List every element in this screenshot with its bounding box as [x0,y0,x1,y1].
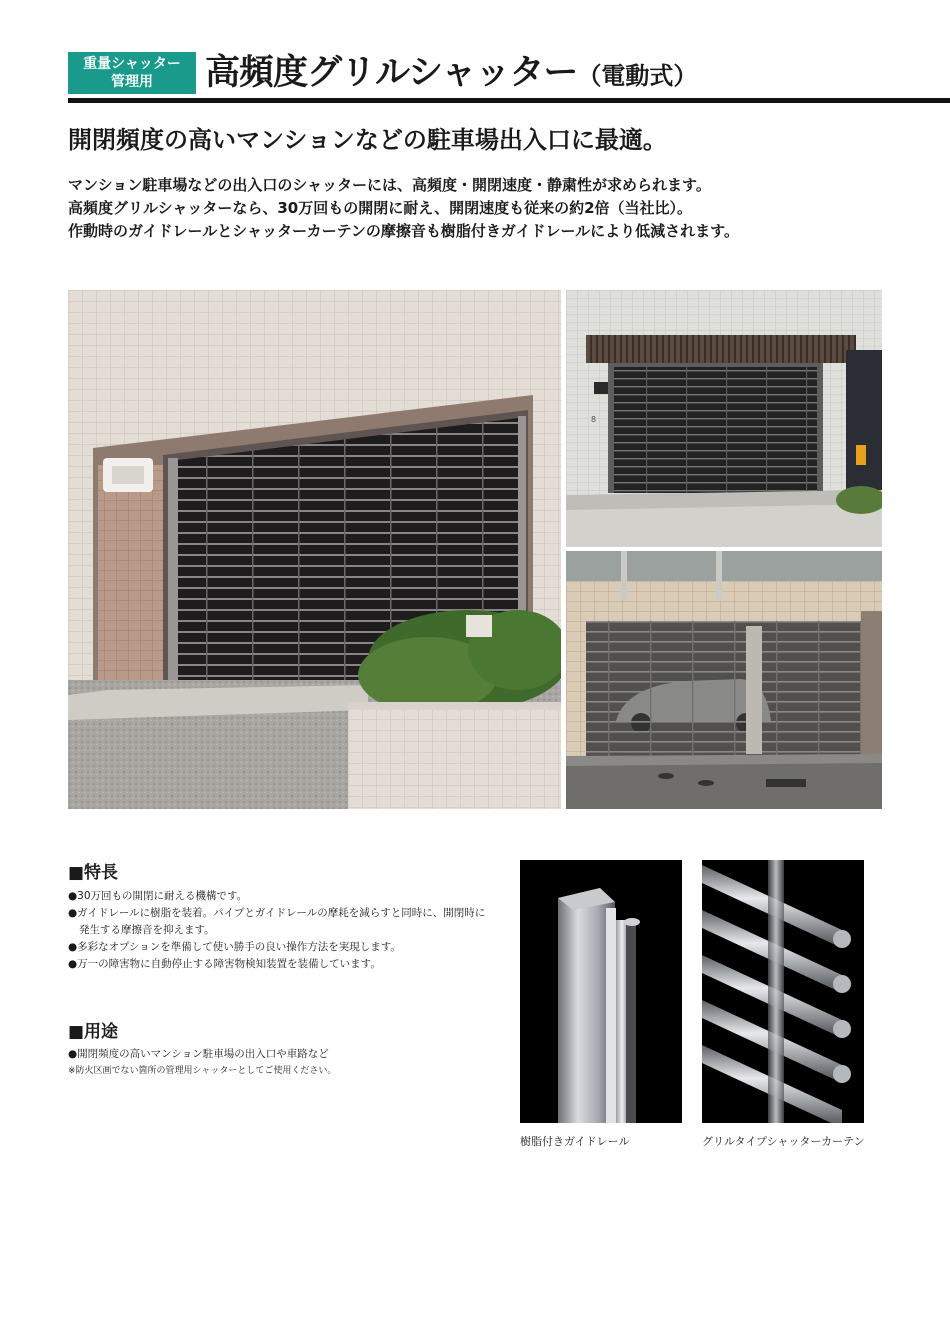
grille-curtain-photo [702,860,864,1123]
intro-line: 作動時のガイドレールとシャッターカーテンの摩擦音も樹脂付きガイドレールにより低減されます。 [68,222,739,240]
headline: 開閉頻度の高いマンションなどの駐車場出入口に最適。 [68,126,667,154]
list-item: ●開閉頻度の高いマンション駐車場の出入口や車路など [68,1048,329,1060]
usage-list [68,1046,336,1080]
list-item: ●多彩なオプションを準備して使い勝手の良い操作方法を実現します。 [68,941,401,953]
features-title: ■特長 [68,863,119,883]
usage-title: ■用途 [68,1022,119,1042]
guide-rail-photo [520,860,682,1123]
entrance-shutter-photo [566,290,882,547]
badge-line-2: 管理用 [111,74,153,90]
list-item: ●30万回もの開閉に耐える機構です。 [68,890,248,902]
main-shutter-photo [68,290,561,809]
title-rule [68,98,950,103]
intro-line: マンション駐車場などの出入口のシャッターには、高頻度・開閉速度・静粛性が求められます。 [68,176,711,194]
intro-line: 高頻度グリルシャッターなら、30万回もの開閉に耐え、開閉速度も従来の約2倍（当社比）。 [68,199,693,217]
list-item: ●ガイドレールに樹脂を装着。パイプとガイドレールの摩耗を減らすと同時に、開閉時に [68,907,486,919]
guide-rail-caption: 樹脂付きガイドレール [520,1135,630,1148]
title-sub: （電動式） [577,62,698,90]
parking-shutter-photo [566,551,882,809]
category-badge [68,52,196,94]
features-list [68,888,485,973]
title-main: 高頻度グリルシャッター [205,53,578,93]
curtain-caption: グリルタイプシャッターカーテン [702,1135,865,1148]
usage-note: ※防火区画でない箇所の管理用シャッターとしてご使用ください。 [68,1066,337,1076]
list-item: ●万一の障害物に自動停止する障害物検知装置を装備しています。 [68,958,381,970]
page-title [205,50,697,99]
intro-text [68,174,888,243]
unit-number-sign: 8 [591,415,597,424]
list-item: 発生する摩擦音を抑えます。 [79,924,215,936]
badge-line-1: 重量シャッター [83,56,181,72]
